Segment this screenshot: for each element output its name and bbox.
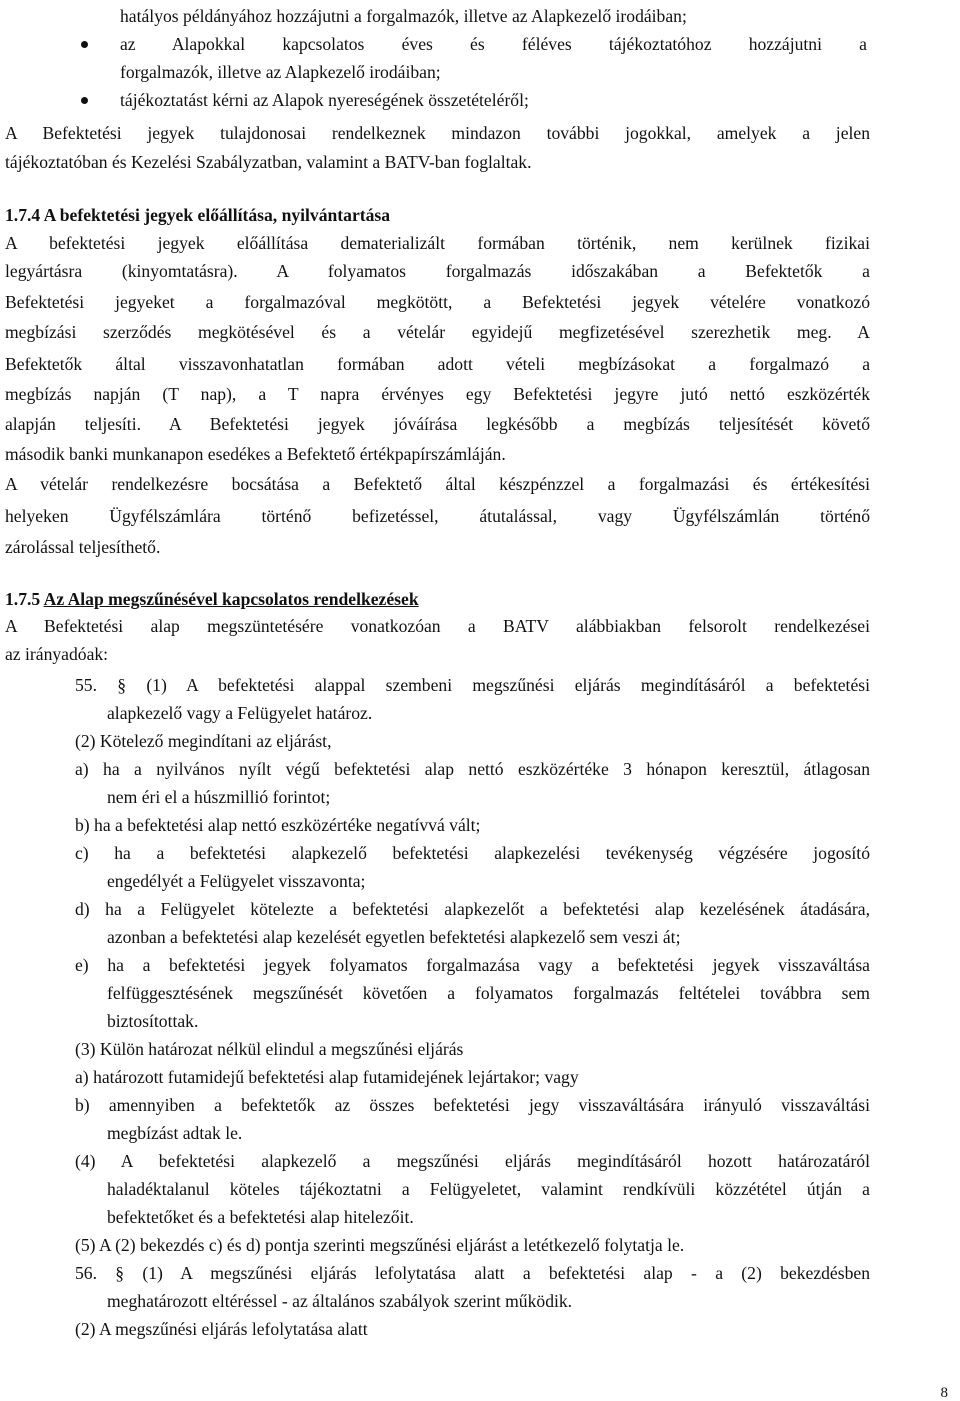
paragraph-line: helyeken Ügyfélszámlára történő befizetéssel, átutalással, vagy Ügyfélszámlán történő xyxy=(5,506,870,526)
paragraph-line: Befektetők által visszavonhatatlan formában adott vételi megbízásokat a forgalmazó a xyxy=(5,354,870,374)
law-line: a) ha a nyilvános nyílt végű befektetési alap nettó eszközértéke 3 hónapon keresztül, átlagosan xyxy=(75,759,870,779)
page-number: 8 xyxy=(940,1385,948,1401)
section-number: 1.7.5 xyxy=(5,589,44,609)
law-line: (4) A befektetési alapkezelő a megszűnési eljárás megindításáról hozott határozatáról xyxy=(75,1151,870,1171)
law-line: (5) A (2) bekezdés c) és d) pontja szerinti megszűnési eljárást a letétkezelő folytatja le. xyxy=(75,1235,685,1255)
law-line: azonban a befektetési alap kezelését egyetlen befektetési alapkezelő sem veszi át; xyxy=(107,927,681,947)
law-line: engedélyét a Felügyelet visszavonta; xyxy=(107,871,366,891)
rights-paragraph-line: A Befektetési jegyek tulajdonosai rendelkeznek mindazon további jogokkal, amelyek a jelen xyxy=(5,123,870,143)
section-heading-1-7-4: 1.7.4 A befektetési jegyek előállítása, nyilvántartása xyxy=(5,205,391,225)
law-line: b) amennyiben a befektetők az összes befektetési jegy visszaváltására irányuló visszaváltási xyxy=(75,1095,870,1115)
law-line: befektetőket és a befektetési alap hitelezőit. xyxy=(107,1207,414,1227)
law-line: 55. § (1) A befektetési alappal szembeni megszűnési eljárás megindításáról a befektetési xyxy=(75,675,870,695)
rights-paragraph-line: tájékoztatóban és Kezelési Szabályzatban, valamint a BATV-ban foglaltak. xyxy=(5,152,532,172)
law-line: felfüggesztésének megszűnését követően a folyamatos forgalmazás feltételei továbbra sem xyxy=(107,983,870,1003)
section-heading-1-7-5 xyxy=(5,589,419,609)
law-line: (3) Külön határozat nélkül elindul a megszűnési eljárás xyxy=(75,1039,464,1059)
paragraph-line: második banki munkanapon esedékes a Befektető értékpapírszámláján. xyxy=(5,444,506,464)
bullet-icon xyxy=(81,97,88,104)
law-line: nem éri el a húszmillió forintot; xyxy=(107,787,331,807)
section-title: Az Alap megszűnésével kapcsolatos rendelkezések xyxy=(43,589,419,609)
bullet-continuation: hatályos példányához hozzájutni a forgalmazók, illetve az Alapkezelő irodáiban; xyxy=(120,6,687,26)
law-line: 56. § (1) A megszűnési eljárás lefolytatása alatt a befektetési alap - a (2) bekezdésben xyxy=(75,1263,870,1283)
law-line: c) ha a befektetési alapkezelő befektetési alapkezelési tevékenység végzésére jogosító xyxy=(75,843,870,863)
law-line: megbízást adtak le. xyxy=(107,1123,243,1143)
bullet-item-text: tájékoztatást kérni az Alapok nyereségének összetételéről; xyxy=(120,90,529,110)
bullet-icon xyxy=(81,41,88,48)
paragraph-line: alapján teljesíti. A Befektetési jegyek jóváírása legkésőbb a megbízás teljesítését követő xyxy=(5,414,870,434)
paragraph-line: megbízás napján (T nap), a T napra érvényes egy Befektetési jegyre jutó nettó eszközérték xyxy=(5,384,870,404)
law-line: (2) Kötelező megindítani az eljárást, xyxy=(75,731,332,751)
law-line: d) ha a Felügyelet kötelezte a befektetési alapkezelőt a befektetési alap kezelésének átadására, xyxy=(75,899,870,919)
law-line: alapkezelő vagy a Felügyelet határoz. xyxy=(107,703,373,723)
paragraph-line: A vételár rendelkezésre bocsátása a Befektető által készpénzzel a forgalmazási és értékesítési xyxy=(5,474,870,494)
paragraph-line: A Befektetési alap megszüntetésére vonatkozóan a BATV alábbiakban felsorolt rendelkezései xyxy=(5,616,870,636)
law-line: a) határozott futamidejű befektetési alap futamidejének lejártakor; vagy xyxy=(75,1067,579,1087)
law-line: b) ha a befektetési alap nettó eszközértéke negatívvá vált; xyxy=(75,815,481,835)
law-line: haladéktalanul köteles tájékoztatni a Felügyeletet, valamint rendkívüli közzététel útján a xyxy=(107,1179,870,1199)
law-line: (2) A megszűnési eljárás lefolytatása alatt xyxy=(75,1319,368,1339)
paragraph-line: legyártásra (kinyomtatásra). A folyamatos forgalmazás időszakában a Befektetők a xyxy=(5,261,870,281)
bullet-item-text: forgalmazók, illetve az Alapkezelő irodáiban; xyxy=(120,62,441,82)
paragraph-line: zárolással teljesíthető. xyxy=(5,537,161,557)
bullet-item-text: az Alapokkal kapcsolatos éves és féléves tájékoztatóhoz hozzájutni a xyxy=(120,34,867,54)
law-line: meghatározott eltéréssel - az általános szabályok szerint működik. xyxy=(107,1291,573,1311)
law-line: biztosítottak. xyxy=(107,1011,199,1031)
paragraph-line: Befektetési jegyeket a forgalmazóval megkötött, a Befektetési jegyek vételére vonatkozó xyxy=(5,292,870,312)
paragraph-line: az irányadóak: xyxy=(5,644,109,664)
paragraph-line: A befektetési jegyek előállítása dematerializált formában történik, nem kerülnek fizikai xyxy=(5,233,870,253)
law-line: e) ha a befektetési jegyek folyamatos forgalmazása vagy a befektetési jegyek visszaváltása xyxy=(75,955,870,975)
paragraph-line: megbízási szerződés megkötésével és a vételár egyidejű megfizetésével szerezhetik meg. A xyxy=(5,322,870,342)
